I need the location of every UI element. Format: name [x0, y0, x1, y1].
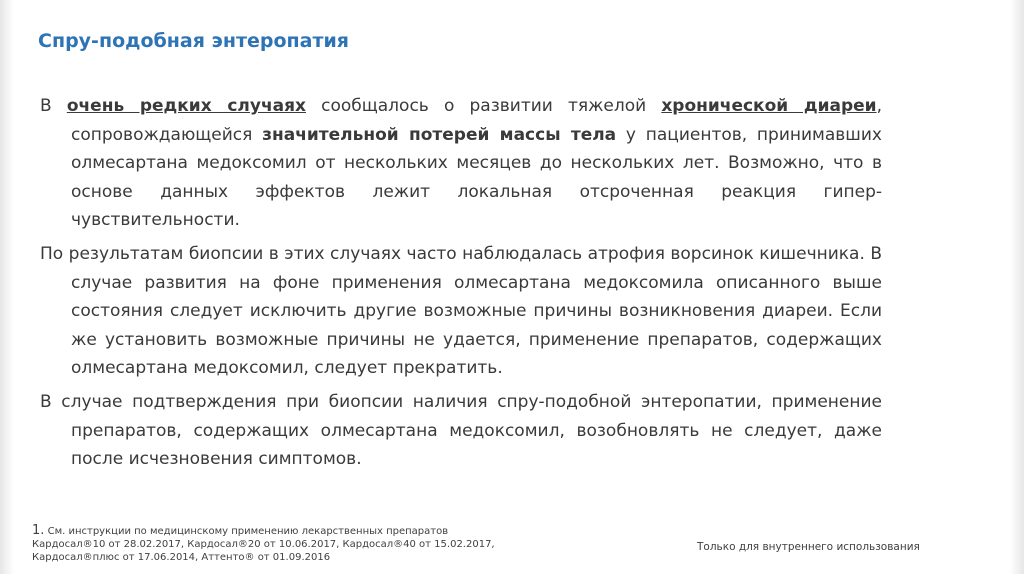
p1-text-1: В	[40, 96, 67, 116]
slide-title: Спру-подобная энтеропатия	[38, 30, 349, 52]
p1-underlined-chronic-diarrhea: хронической диареи	[661, 96, 877, 116]
internal-use-note: Только для внутреннего использования	[697, 541, 920, 553]
paragraph-2: По результатам биопсии в этих случаях часто наблюдалась атрофия ворсинок кишечника. В случае развития на фоне применения олмесартана медоксомила описанного выше состояния следует исключить другие возможные причины возникновения диареи. Если же установить возможные причины не удается, применение препаратов, содержащих олмесартана медоксомил, следует прекратить.	[40, 243, 882, 379]
paragraph-3: В случае подтверждения при биопсии наличия спру-подобной энтеропатии, применение препаратов, содержащих олмесартана медоксомил, возобновлять не следует, даже после исчезновения симптомов.	[40, 391, 882, 470]
footnote-text: См. инструкции по медицинскому применению лекарственных препаратов Кардосал®10 от 28.02.2017, Кардосал®20 от 10.06.2017, Кардосал®40 от 15.02.2017, Кардосал®плюс от 17.06.2014, Аттенто® от 01.09.2016	[32, 526, 495, 563]
slide-left-shadow	[0, 0, 14, 574]
paragraph-1	[40, 92, 882, 235]
footnote-number: 1.	[32, 523, 45, 538]
slide-right-shadow	[1010, 0, 1024, 574]
footnote	[32, 524, 502, 564]
p1-text-2: сообщалось о развитии тяжелой	[305, 96, 662, 116]
slide-body	[40, 92, 882, 479]
p1-text-3: , сопровождающейся	[71, 96, 882, 145]
p1-bold-weight-loss: значительной потерей массы тела	[262, 124, 617, 145]
p1-text-4: у пациентов, принимавших олмесартана медоксомил от нескольких месяцев до нескольких лет. Возможно, что в основе данных эффектов лежит локальная отсроченная реакция гипер-чувствительности.	[71, 124, 882, 231]
p1-underlined-rare-cases: очень редких случаях	[66, 96, 306, 116]
